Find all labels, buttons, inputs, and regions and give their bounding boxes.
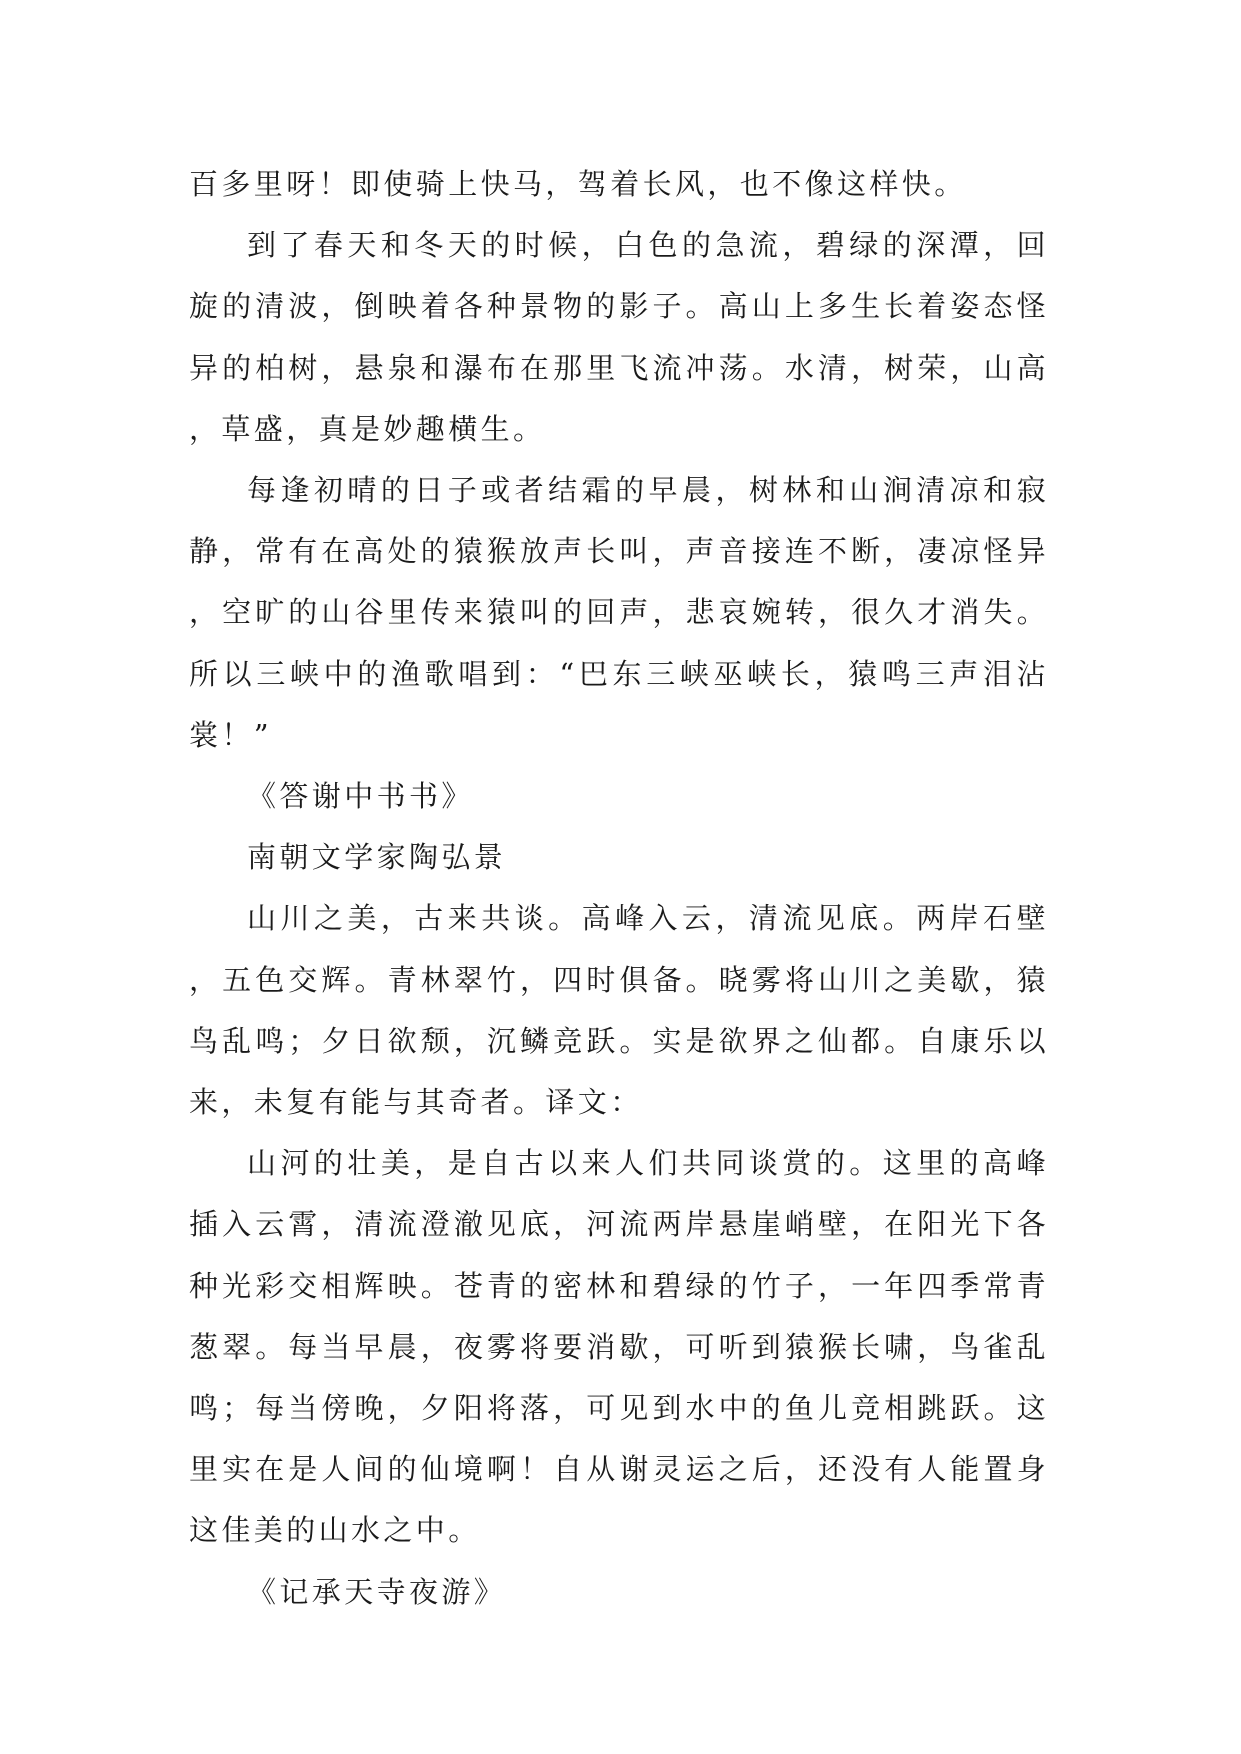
paragraph-spring-winter: 到了春天和冬天的时候，白色的急流，碧绿的深潭，回旋的清波，倒映着各种景物的影子。高山上多生长着姿态怪异的柏树，悬泉和瀑布在那里飞流冲荡。水清，树荣，山高，草盛，真是妙趣横生。 — [189, 228, 1049, 446]
document-body — [189, 154, 1049, 1623]
paragraph-continuation: 百多里呀！即使骑上快马，驾着长风，也不像这样快。 — [189, 167, 967, 201]
poem-author: 南朝文学家陶弘景 — [247, 840, 507, 875]
poem-title-jctsyy: 《记承天寺夜游》 — [247, 1574, 507, 1609]
paragraph-ape-cries: 每逢初晴的日子或者结霜的早晨，树林和山涧清凉和寂静，常有在高处的猿猴放声长叫，声音接连不断，凄凉怪异，空旷的山谷里传来猿叫的回声，悲哀婉转，很久才消失。所以三峡中的渔歌唱到：“巴东三峡巫峡长，猿鸣三声泪沾裳！” — [189, 473, 1049, 752]
paragraph-translation: 山河的壮美，是自古以来人们共同谈赏的。这里的高峰插入云霄，清流澄澈见底，河流两岸悬崖峭壁，在阳光下各种光彩交相辉映。苍青的密林和碧绿的竹子，一年四季常青葱翠。每当早晨，夜雾将要消歇，可听到猿猴长啸，鸟雀乱鸣；每当傍晚，夕阳将落，可见到水中的鱼儿竞相跳跃。这里实在是人间的仙境啊！自从谢灵运之后，还没有人能置身这佳美的山水之中。 — [189, 1146, 1049, 1548]
paragraph-original-text: 山川之美，古来共谈。高峰入云，清流见底。两岸石壁，五色交辉。青林翠竹，四时俱备。晓雾将山川之美歇，猿鸟乱鸣；夕日欲颓，沉鳞竞跃。实是欲界之仙都。自康乐以来，未复有能与其奇者。译文： — [189, 901, 1049, 1120]
poem-title-dxzss: 《答谢中书书》 — [247, 779, 474, 814]
